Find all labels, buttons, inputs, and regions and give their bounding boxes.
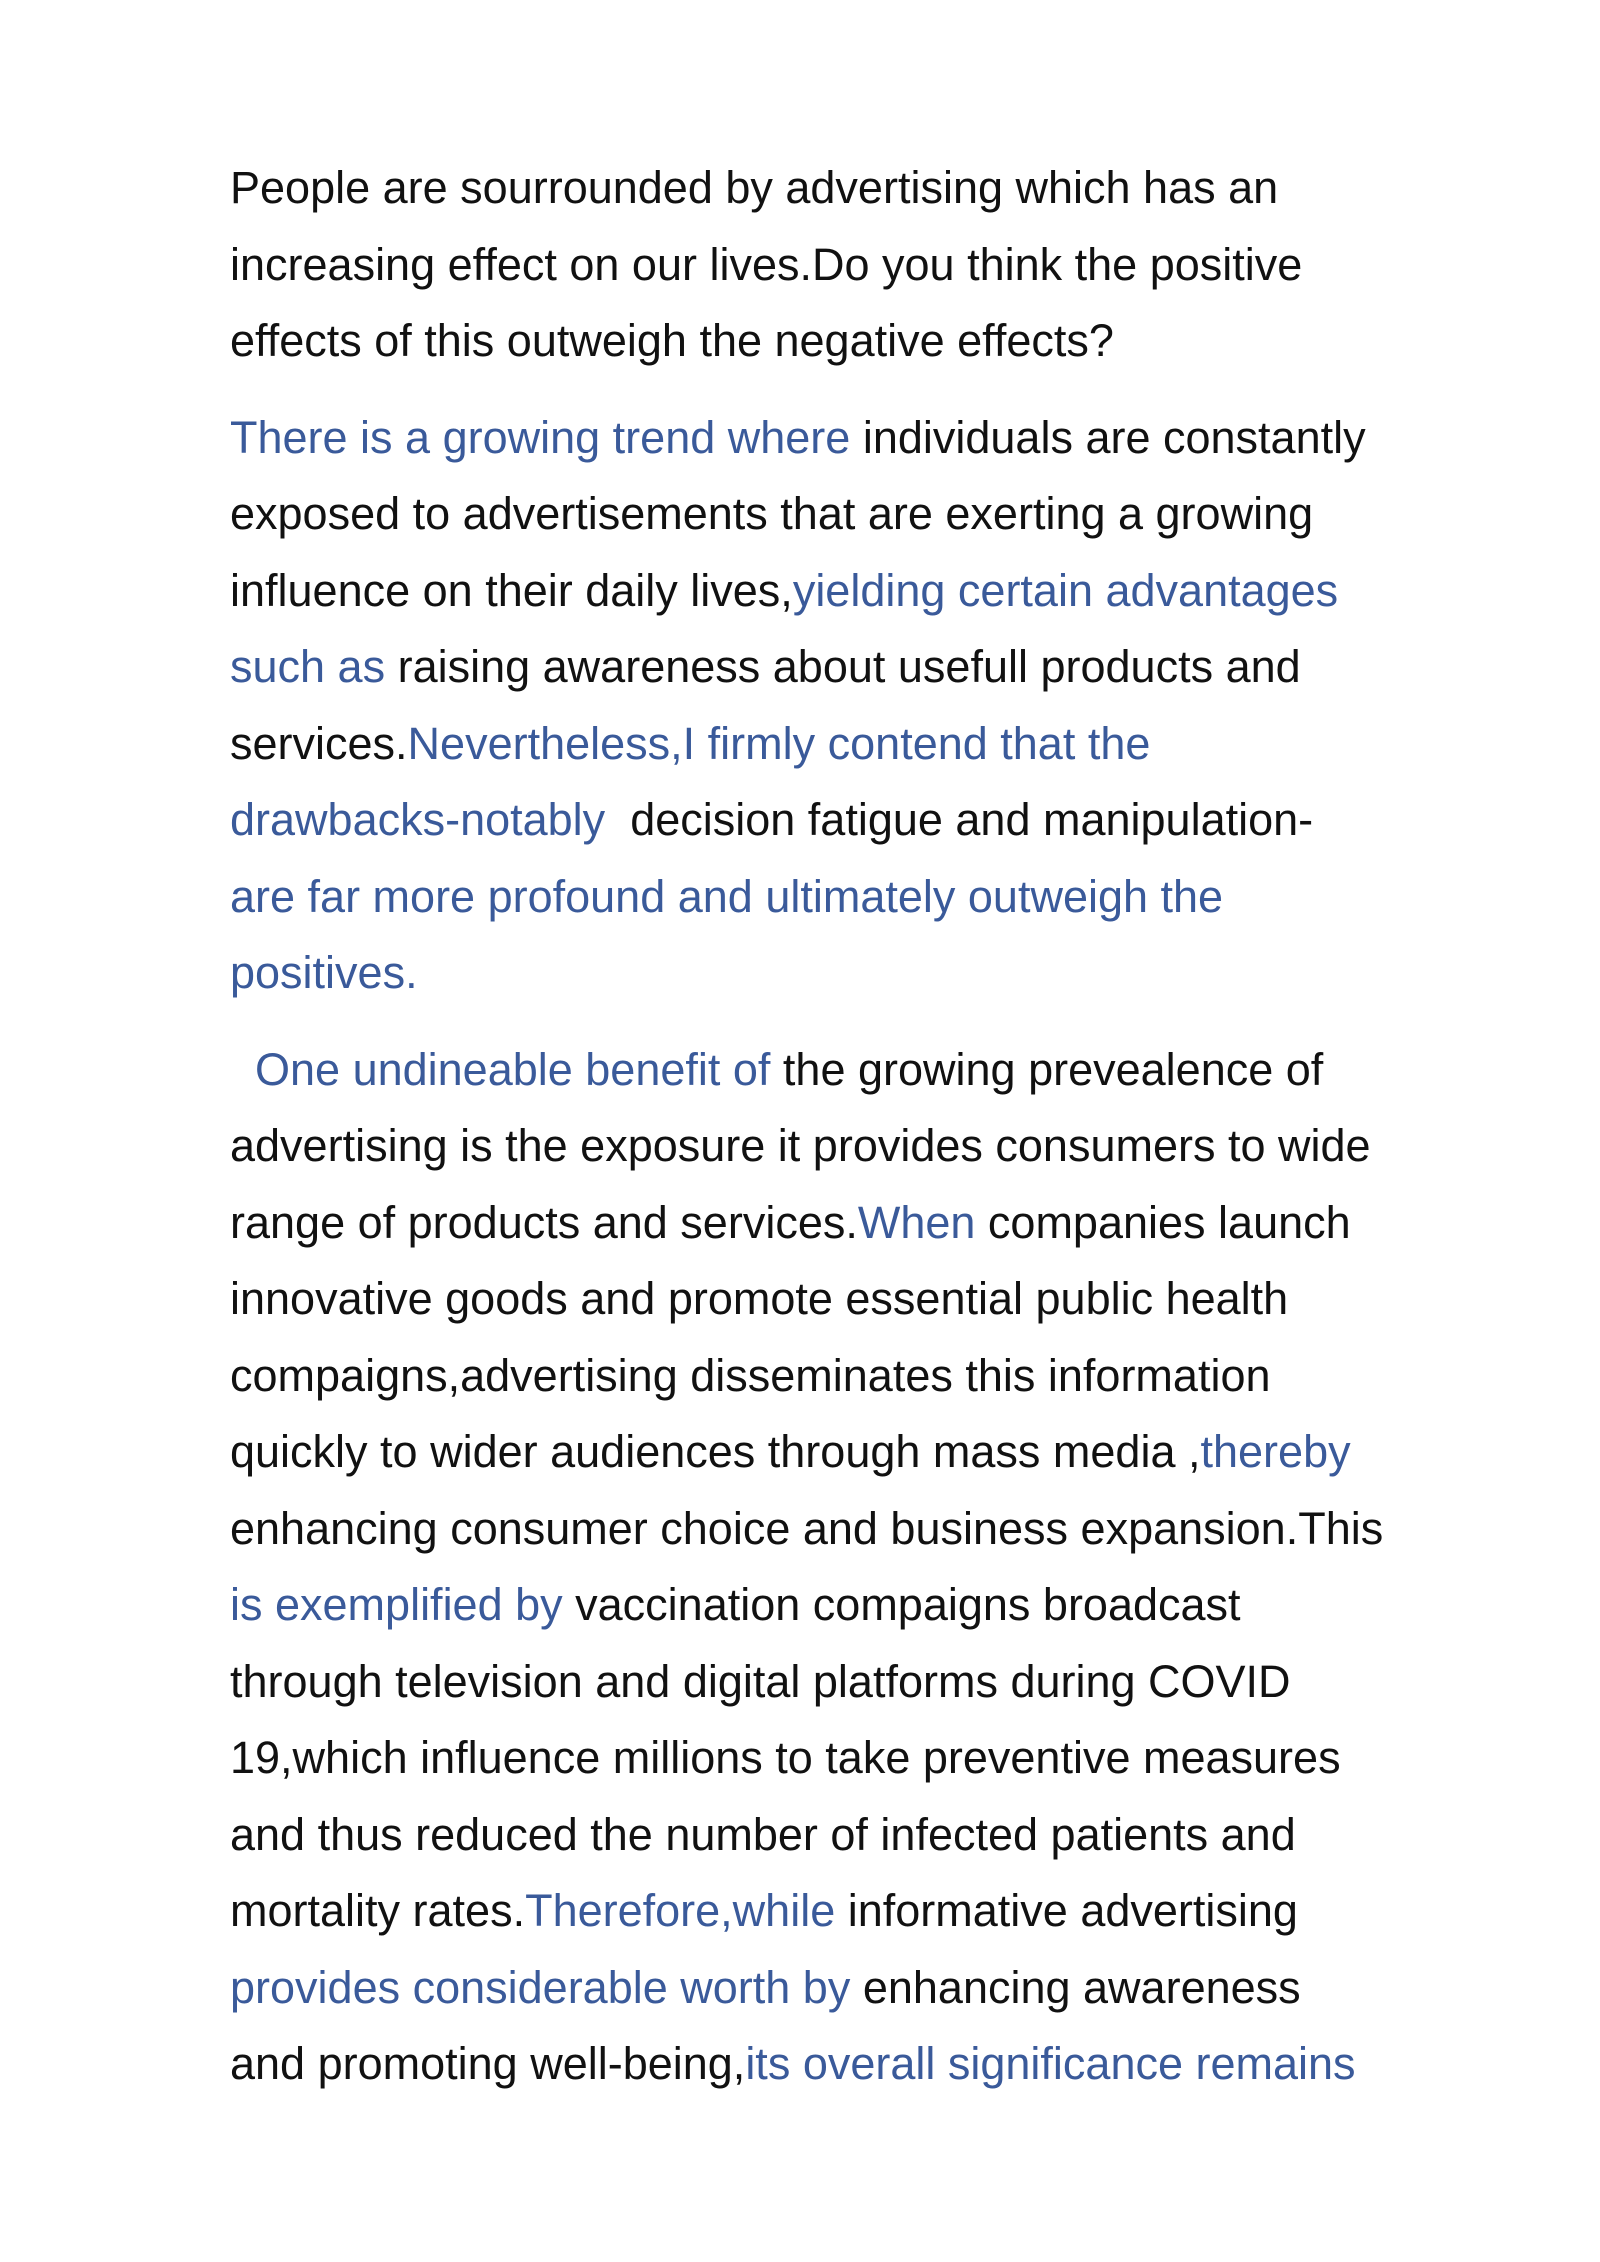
text-segment: increasing effect on our lives.Do you think the positive <box>230 238 1303 290</box>
text-line <box>230 1873 1530 1950</box>
highlighted-phrase: is exemplified by <box>230 1579 563 1630</box>
text-line <box>230 935 1530 1012</box>
highlighted-phrase: When <box>857 1196 976 1248</box>
text-line <box>230 629 1530 706</box>
text-line <box>230 1720 1530 1797</box>
highlighted-phrase: yielding certain advantages <box>792 564 1339 616</box>
text-line <box>230 1644 1530 1721</box>
highlighted-phrase: One undineable benefit of <box>230 1043 771 1095</box>
text-line <box>230 553 1530 630</box>
text-segment: vaccination compaigns broadcast <box>562 1579 1241 1630</box>
text-segment: enhancing consumer choice and business expansion.This <box>230 1502 1384 1554</box>
text-segment: through television and digital platforms during COVID <box>230 1655 1291 1707</box>
text-segment: People are sourrounded by advertising which has an <box>230 162 1279 213</box>
introduction-paragraph <box>230 400 1530 1012</box>
highlighted-phrase: are far more profound and ultimately outweigh the <box>230 870 1224 922</box>
text-segment: exposed to advertisements that are exerting a growing <box>230 488 1314 539</box>
text-line <box>230 1032 1530 1109</box>
highlighted-phrase: provides considerable worth by <box>230 1961 851 2013</box>
text-line <box>230 1797 1530 1874</box>
text-segment: and thus reduced the number of infected patients and <box>230 1808 1296 1860</box>
text-segment: compaigns,advertising disseminates this information <box>230 1349 1271 1401</box>
highlighted-phrase: positives. <box>230 947 418 998</box>
text-segment: individuals are constantly <box>850 411 1366 463</box>
text-line <box>230 782 1530 859</box>
text-line <box>230 303 1530 380</box>
text-line <box>230 1950 1530 2027</box>
text-segment: the growing prevealence of <box>770 1043 1324 1095</box>
text-segment: mortality rates. <box>230 1885 526 1936</box>
text-segment: enhancing awareness <box>850 1961 1301 2013</box>
text-segment: range of products and services. <box>230 1196 858 1248</box>
highlighted-phrase: Therefore,while <box>525 1885 836 1936</box>
text-line <box>230 1108 1530 1185</box>
text-line <box>230 859 1530 936</box>
highlighted-phrase: thereby <box>1200 1426 1351 1477</box>
text-segment: influence on their daily lives, <box>230 564 793 616</box>
body-paragraph-1 <box>230 1032 1530 2103</box>
text-line <box>230 2026 1530 2103</box>
essay-content <box>230 150 1530 2103</box>
text-line <box>230 227 1530 304</box>
text-segment: and promoting well-being, <box>230 2038 746 2089</box>
text-segment: companies launch <box>975 1196 1351 1248</box>
text-segment: innovative goods and promote essential public health <box>230 1273 1289 1324</box>
text-segment: decision fatigue and manipulation- <box>605 794 1314 845</box>
text-line <box>230 1338 1530 1415</box>
text-line <box>230 1185 1530 1262</box>
text-line <box>230 400 1530 477</box>
text-line <box>230 706 1530 783</box>
text-line <box>230 1491 1530 1568</box>
text-segment: 19,which influence millions to take preventive measures <box>230 1732 1341 1783</box>
highlighted-phrase: Nevertheless,I firmly contend that the <box>407 717 1151 769</box>
text-segment: effects of this outweigh the negative effects? <box>230 315 1114 366</box>
text-segment: services. <box>230 717 408 769</box>
text-line <box>230 150 1530 227</box>
highlighted-phrase: drawbacks-notably <box>230 794 606 845</box>
highlighted-phrase: its overall significance remains <box>745 2038 1356 2089</box>
highlighted-phrase: There is a growing trend where <box>230 411 851 463</box>
text-segment: raising awareness about usefull products and <box>385 641 1301 692</box>
highlighted-phrase: such as <box>230 641 386 692</box>
text-line <box>230 1261 1530 1338</box>
text-line <box>230 476 1530 553</box>
question-paragraph <box>230 150 1530 380</box>
text-segment: informative advertising <box>835 1885 1298 1936</box>
text-line <box>230 1567 1530 1644</box>
text-segment: quickly to wider audiences through mass media , <box>230 1426 1201 1477</box>
text-line <box>230 1414 1530 1491</box>
text-segment: advertising is the exposure it provides consumers to wide <box>230 1120 1371 1171</box>
